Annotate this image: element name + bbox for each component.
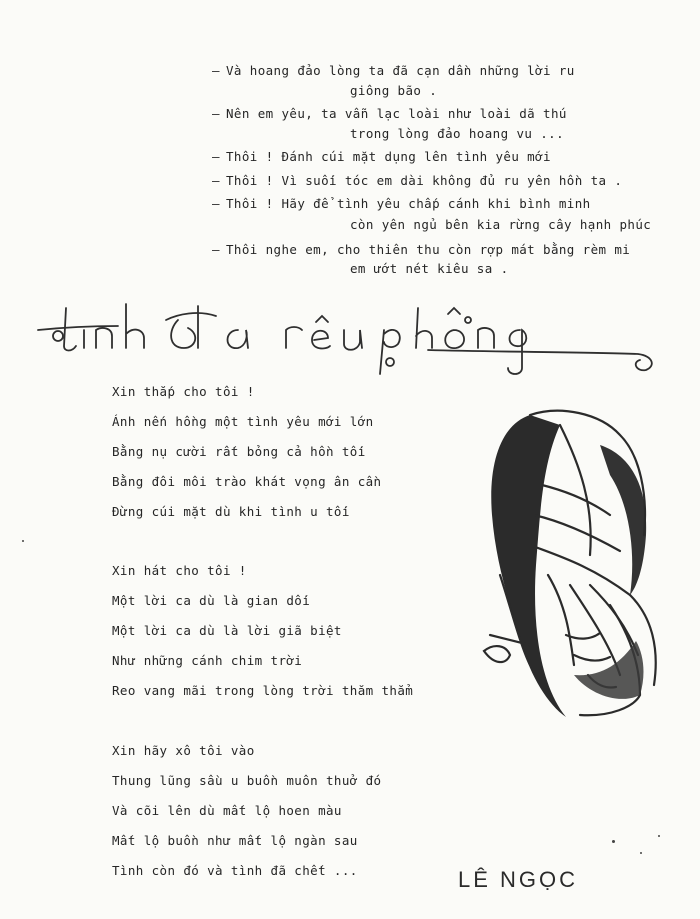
poem-line: Và cõi lên dù mất lộ hoen màu	[112, 803, 342, 818]
title-calligraphy	[28, 290, 658, 380]
top-stanza-text: trong lòng đảo hoang vu ...	[350, 126, 564, 141]
paper-speck	[22, 540, 24, 542]
top-stanza-line	[350, 217, 651, 232]
top-stanza-line	[212, 173, 622, 188]
paper-speck	[658, 835, 660, 837]
top-stanza-text: Thôi ! Đánh cúi mặt dụng lên tình yêu mới	[226, 149, 551, 164]
poem-line: Thung lũng sầu u buồn muôn thuở đó	[112, 773, 382, 788]
top-stanza-text: giông bão .	[350, 83, 438, 98]
poem-line: Một lời ca dù là gian dối	[112, 593, 311, 608]
poem-line: Tình còn đó và tình đã chết ...	[112, 863, 358, 878]
top-stanza-line	[350, 126, 564, 141]
poem-line: Một lời ca dù là lời giã biệt	[112, 623, 342, 638]
dash-mark: –	[212, 149, 220, 164]
dash-mark: –	[212, 173, 220, 188]
dash-mark: –	[212, 63, 220, 78]
poem-line: Mất lộ buồn như mất lộ ngàn sau	[112, 833, 358, 848]
poem-line: Xin thắp cho tôi !	[112, 384, 255, 399]
dash-mark: –	[212, 242, 220, 257]
paper-speck	[612, 840, 615, 843]
dash-mark: –	[212, 196, 220, 211]
poem-line: Như những cánh chim trời	[112, 653, 303, 668]
top-stanza-line	[350, 261, 509, 276]
dash-mark: –	[212, 106, 220, 121]
top-stanza-text: Thôi nghe em, cho thiên thu còn rợp mát bằng rèm mi	[226, 242, 631, 257]
poem-line: Xin hát cho tôi !	[112, 563, 247, 578]
top-stanza-text: Thôi ! Vì suối tóc em dài không đủ ru yên hồn ta .	[226, 173, 623, 188]
top-stanza-line	[212, 106, 567, 121]
top-stanza-line	[212, 242, 630, 257]
portrait-illustration	[470, 405, 670, 725]
poem-line: Bằng đôi môi trào khát vọng ân cần	[112, 474, 382, 489]
top-stanza-text: còn yên ngủ bên kia rừng cây hạnh phúc	[350, 217, 652, 232]
poem-line: Bằng nụ cười rất bỏng cả hồn tối	[112, 444, 366, 459]
top-stanza-line	[212, 63, 575, 78]
paper-speck	[640, 852, 642, 854]
poem-line: Ánh nến hồng một tình yêu mới lớn	[112, 414, 374, 429]
top-stanza-text: Thôi ! Hãy để tình yêu chấp cánh khi bình minh	[226, 196, 591, 211]
poem-line: Đừng cúi mặt dù khi tình u tối	[112, 504, 350, 519]
top-stanza-line	[212, 196, 591, 211]
top-stanza-text: Nên em yêu, ta vẫn lạc loài như loài dã thú	[226, 106, 567, 121]
author-signature: LÊ NGỌC	[458, 867, 579, 892]
top-stanza-text: Và hoang đảo lòng ta đã cạn dần những lời ru	[226, 63, 575, 78]
top-stanza-text: em ướt nét kiêu sa .	[350, 261, 509, 276]
top-stanza-line	[212, 149, 551, 164]
poem-line: Reo vang mãi trong lòng trời thăm thẳm	[112, 683, 414, 698]
poem-line: Xin hãy xô tôi vào	[112, 743, 255, 758]
top-stanza-line	[350, 83, 437, 98]
